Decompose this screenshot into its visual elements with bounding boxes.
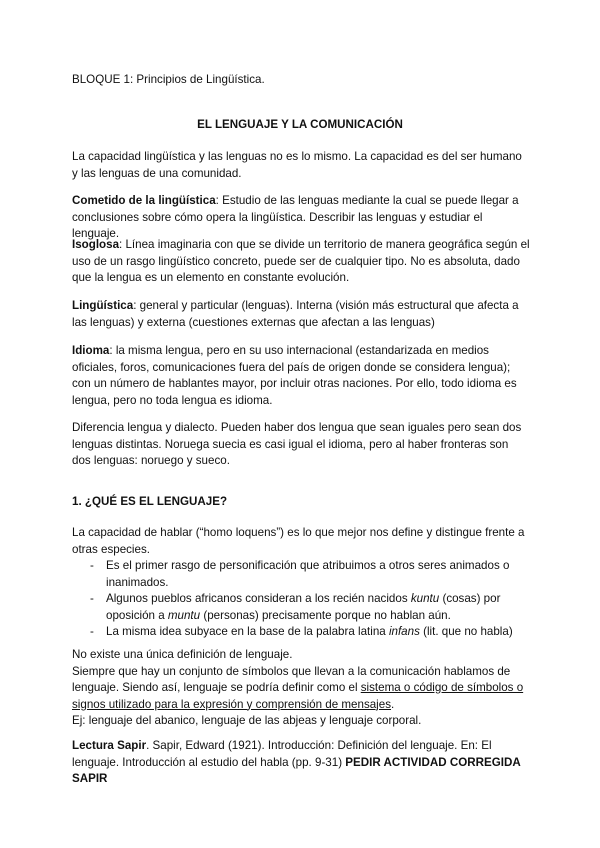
section-heading: 1. ¿QUÉ ES EL LENGUAJE? [72, 495, 228, 508]
paragraph: Ej: lenguaje del abanico, lenguaje de las abjeas y lenguaje corporal. [72, 714, 422, 727]
reading-text: . Sapir, Edward (1921). Introducción: Definición del lenguaje. En: El lenguaje. Introducción al estudio del habla (pp. 9-31) [72, 739, 492, 769]
paragraph-text: . [391, 697, 395, 711]
section-body [72, 525, 530, 641]
italic-term: kuntu [410, 592, 440, 605]
bloque-header: BLOQUE 1: Principios de Lingüística. [72, 73, 265, 86]
paragraph-text: Siempre que hay un conjunto de símbolos que llevan a la comunicación hablamos de lenguaje. Siendo así, lenguaje se podría definir como el [72, 664, 511, 694]
definition-isoglosa [72, 237, 530, 287]
bullet-text: Algunos pueblos africanos consideran a los recién nacidos [106, 592, 411, 605]
paragraph: No existe una única definición de lenguaje. [72, 648, 293, 661]
definition-cometido [72, 193, 530, 243]
definition-text: : Línea imaginaria con que se divide un territorio de manera geográfica según el uso de un rasgo lingüístico concreto, puede ser de cualquier tipo. No es absoluta, dado que la lengua es un elemento en constante evolución. [72, 238, 530, 284]
reading-action: PEDIR ACTIVIDAD CORREGIDA SAPIR [72, 755, 521, 785]
bullet-text: (personas) precisamente porque no hablan aún. [200, 608, 451, 622]
bullet-text: La misma idea subyace en la base de la palabra latina [106, 625, 389, 638]
list-item [72, 591, 530, 624]
definition-text: : general y particular (lenguas). Interna (visión más estructural que afecta a las lenguas) y externa (cuestiones externas que afectan a las lenguas) [72, 299, 519, 329]
definition-block [72, 647, 530, 730]
bullet-list [72, 558, 530, 641]
bullet-text: (cosas) por oposición a [106, 592, 501, 622]
dialect-paragraph: Diferencia lengua y dialecto. Pueden haber dos lengua que sean iguales pero sean dos lenguas distintas. Noruega suecia es casi igual el idioma, pero al haber fronteras son dos lenguas: noruego y sueco. [72, 421, 522, 467]
definition-idioma [72, 343, 530, 409]
paragraph [72, 664, 530, 714]
list-item [72, 624, 530, 641]
intro-paragraph: La capacidad lingüística y las lenguas no es lo mismo. La capacidad es del ser humano y las lenguas de una comunidad. [72, 150, 522, 180]
reading-label: Lectura Sapir [72, 739, 147, 752]
definition-linguistica [72, 298, 530, 331]
bullet-text: Es el primer rasgo de personificación que atribuimos a otros seres animados o inanimados. [106, 559, 510, 589]
definition-term: Cometido de la lingüística [72, 194, 216, 207]
underlined-definition: sistema o código de símbolos o signos utilizado para la expresión y comprensión de mensajes [72, 681, 524, 711]
page-title: EL LENGUAJE Y LA COMUNICACIÓN [197, 117, 403, 131]
definition-text: : Estudio de las lenguas mediante la cual se puede llegar a conclusiones sobre cómo opera la lingüística. Describir las lenguas y estudiar el lenguaje. [72, 194, 519, 240]
section-lead: La capacidad de hablar (“homo loquens”) es lo que mejor nos define y distingue frente a otras especies. [72, 526, 525, 556]
definition-term: Idioma [72, 344, 110, 357]
italic-term: infans [388, 625, 420, 638]
list-item [72, 558, 530, 591]
definition-term: Lingüística [72, 299, 134, 312]
definition-text: : la misma lengua, pero en su uso internacional (estandarizada en medios oficiales, foros, comunicaciones fuera del país de origen donde se considera lengua); con un número de hablantes mayor, por incluir otras naciones. Por ello, todo idioma es lengua, pero no toda lengua es idioma. [72, 344, 517, 407]
definition-term: Isoglosa [72, 238, 120, 251]
italic-term: muntu [167, 608, 201, 622]
reading-paragraph [72, 738, 530, 788]
bullet-text: (lit. que no habla) [419, 625, 513, 638]
